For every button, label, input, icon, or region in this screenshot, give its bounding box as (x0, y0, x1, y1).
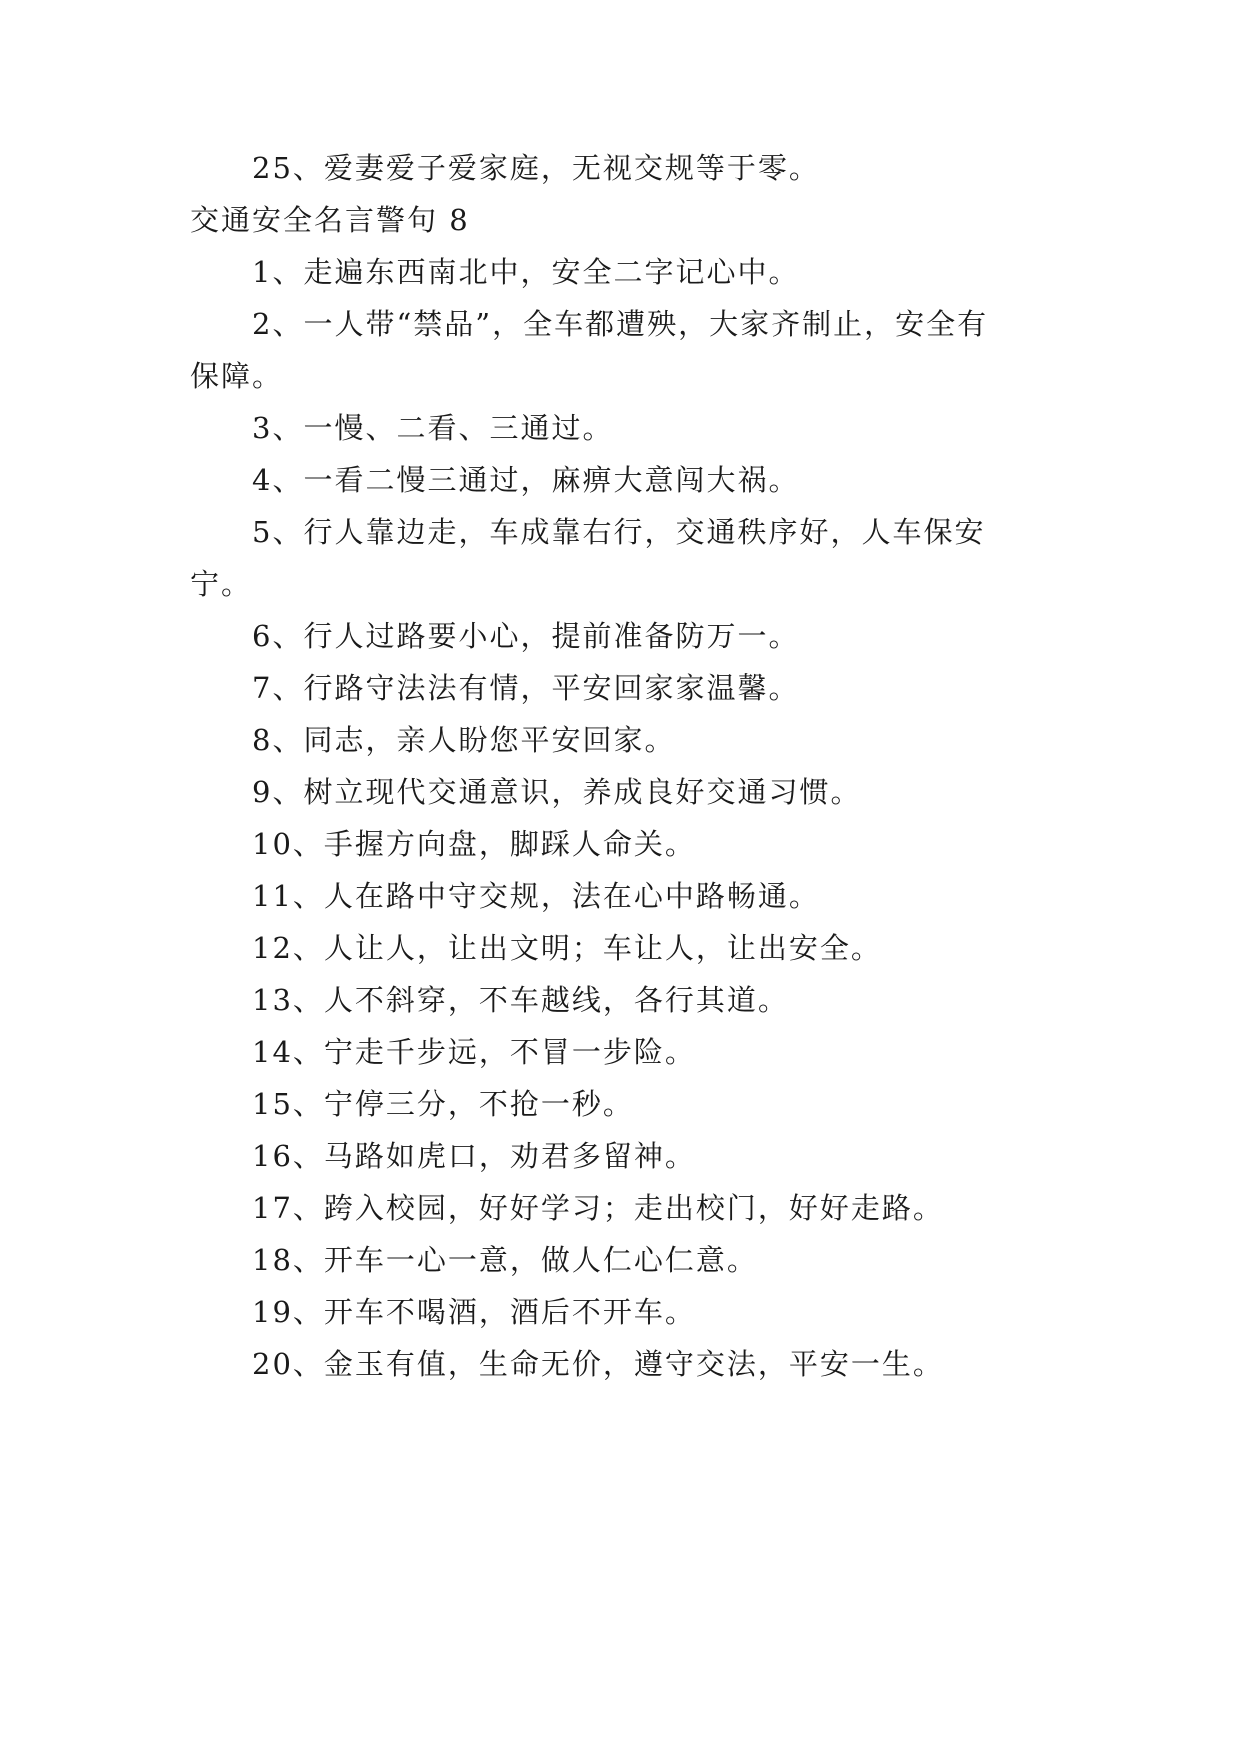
quote-item: 15、宁停三分，不抢一秒。 (252, 1087, 634, 1121)
quote-item: 7、行路守法法有情，平安回家家温馨。 (252, 671, 800, 705)
quote-item: 10、手握方向盘，脚踩人命关。 (252, 827, 696, 861)
quote-item: 12、人让人，让出文明；车让人，让出安全。 (252, 931, 882, 965)
quote-item: 5、行人靠边走，车成靠右行，交通秩序好，人车保安 (252, 515, 986, 549)
quote-item: 13、人不斜穿，不车越线，各行其道。 (252, 983, 789, 1017)
quote-item: 6、行人过路要小心，提前准备防万一。 (252, 619, 800, 653)
quote-item: 2、一人带“禁品”，全车都遭殃，大家齐制止，安全有 (252, 307, 989, 341)
quote-item-continuation: 宁。 (190, 567, 253, 601)
quote-item: 17、跨入校园，好好学习；走出校门，好好走路。 (252, 1191, 944, 1225)
quote-item: 20、金玉有值，生命无价，遵守交法，平安一生。 (252, 1347, 944, 1381)
quote-item-25: 25、爱妻爱子爱家庭，无视交规等于零。 (252, 151, 820, 185)
quote-item: 3、一慢、二看、三通过。 (252, 411, 614, 445)
quote-item: 18、开车一心一意，做人仁心仁意。 (252, 1243, 758, 1277)
quote-item: 8、同志，亲人盼您平安回家。 (252, 723, 676, 757)
quote-item: 4、一看二慢三通过，麻痹大意闯大祸。 (252, 463, 800, 497)
quote-item: 11、人在路中守交规，法在心中路畅通。 (252, 879, 820, 913)
quote-item: 1、走遍东西南北中，安全二字记心中。 (252, 255, 800, 289)
quote-item: 9、树立现代交通意识，养成良好交通习惯。 (252, 775, 862, 809)
quote-item: 19、开车不喝酒，酒后不开车。 (252, 1295, 696, 1329)
quote-item: 14、宁走千步远，不冒一步险。 (252, 1035, 696, 1069)
quote-item: 16、马路如虎口，劝君多留神。 (252, 1139, 696, 1173)
quote-item-continuation: 保障。 (190, 359, 284, 393)
section-heading: 交通安全名言警句 8 (190, 203, 470, 237)
